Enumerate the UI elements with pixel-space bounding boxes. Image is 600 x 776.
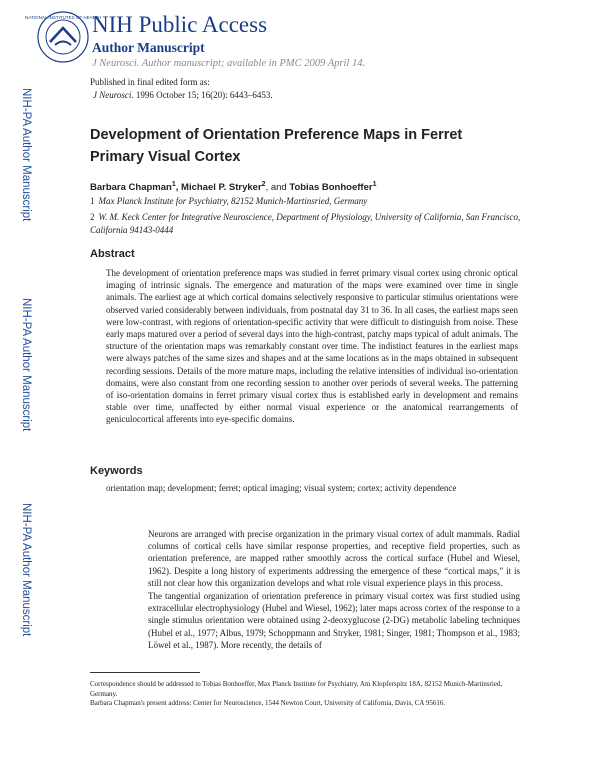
nih-logo	[25, 10, 101, 64]
citation-rest: . 1996 October 15; 16(20): 6443–6453.	[131, 90, 273, 100]
sidebar-label-2: NIH-PA Author Manuscript	[20, 298, 32, 432]
author-sup: 2	[261, 181, 266, 188]
author-name[interactable]: Barbara Chapman	[90, 182, 172, 194]
header-subtitle: Author Manuscript	[92, 40, 205, 55]
header-note: J Neurosci. Author manuscript; available in PMC 2009 April 14.	[92, 58, 366, 69]
article-title: Development of Orientation Preference Maps in Ferret Primary Visual Cortex	[90, 127, 463, 165]
affiliation-1	[90, 195, 530, 208]
publication-info	[90, 76, 273, 102]
affiliation-text: Max Planck Institute for Psychiatry, 82152 Munich-Martinsried, Germany	[98, 196, 368, 206]
author-separator: ,	[175, 182, 182, 194]
abstract-heading: Abstract	[90, 248, 135, 260]
citation-journal: J Neurosci	[93, 90, 132, 100]
footnote-address: Barbara Chapman's present address: Center for Neuroscience, 1544 Newton Court, University of California, Davis, CA 95616.	[90, 699, 446, 707]
keywords-heading: Keywords	[90, 465, 143, 477]
footnote-rule	[90, 672, 200, 673]
footnote-correspondence: Correspondence should be addressed to Tobias Bonhoeffer, Max Planck Institute for Psychiatry, Am Klopferspitz 18A, 82152 Munich-Martinsried, Germany.	[90, 680, 503, 698]
body-paragraph-1: Neurons are arranged with precise organization in the primary visual cortex of adult mammals. Radial columns of cortical cells have similar response properties, and receptive field properties, such as orientation preference, are mapped rather smoothly across the cortical surface (Hubel and Wiesel, 1962). Despite a long history of experiments addressing the emergence of these “cortical maps,” it is still not clear how this organization develops and what role visual experience plays in this process.	[148, 529, 520, 588]
author-name[interactable]: Michael P. Stryker	[181, 182, 262, 194]
affiliation-2	[90, 211, 530, 237]
author-sup: 1	[171, 181, 176, 188]
author-list	[90, 181, 376, 193]
sidebar-label-3: NIH-PA Author Manuscript	[20, 503, 32, 637]
header-title: NIH Public Access	[92, 12, 268, 37]
body-paragraph-2: The tangential organization of orientation preference in primary visual cortex was first studied using extracellular electrophysiology (Hubel and Wiesel, 1962); later maps across cortex of the response to a single stimulus orientation were obtained using 2-deoxyglucose (2-DG) metabolic labeling techniques (Hubel et al., 1977; Albus, 1979; Schoppmann and Stryker, 1981; Singer, 1981; Thompson et al., 1983; Löwel et al., 1987). More recently, the details of	[148, 591, 520, 650]
author-separator: , and	[265, 182, 290, 194]
affiliation-number: 2	[90, 212, 95, 222]
sidebar-label-1: NIH-PA Author Manuscript	[20, 88, 32, 222]
published-line: Published in final edited form as:	[90, 77, 210, 87]
keywords-text: orientation map; development; ferret; optical imaging; visual system; cortex; activity dependence	[106, 483, 457, 493]
citation	[90, 89, 273, 102]
affiliation-text: W. M. Keck Center for Integrative Neuroscience, Department of Physiology, University of California, San Francisco, California 94143-0444	[90, 212, 521, 235]
author-sup: 1	[372, 181, 377, 188]
abstract-text: The development of orientation preference maps was studied in ferret primary visual cortex using chronic optical imaging of intrinsic signals. The emergence and maturation of the maps were examined over time in single animals. The earliest age at which cortical domains selectively responsive to particular stimulus orientations were observed varied considerably between individuals, from postnatal day 31 to 36. In all cases, the earliest maps seen were low-contrast, with regions of orientation-specific activity that were difficult to distinguish from noise. These early maps matured over a period of several days into the high-contrast, patchy maps typical of adult animals. The structure of the orientation maps was remarkably constant over time. The indistinct features in the earliest maps were always patches of the same sizes and shapes and at the same locations as in the maps obtained in subsequent recording sessions. Details of the more mature maps, including the relative intensities of individual iso-orientation domains, were also constant from one recording session to another over periods of several weeks. The patterning of iso-orientation domains in ferret primary visual cortex thus is established early in development and remains stable over time, unaffected by either normal visual experience or the anatomical rearrangements of geniculocortical afferents into eye-specific domains.	[106, 268, 518, 425]
affiliation-number: 1	[90, 196, 95, 206]
logo-lettering: NATIONAL INSTITUTES OF HEALTH	[25, 15, 101, 20]
author-name[interactable]: Tobias Bonhoeffer	[289, 182, 373, 194]
